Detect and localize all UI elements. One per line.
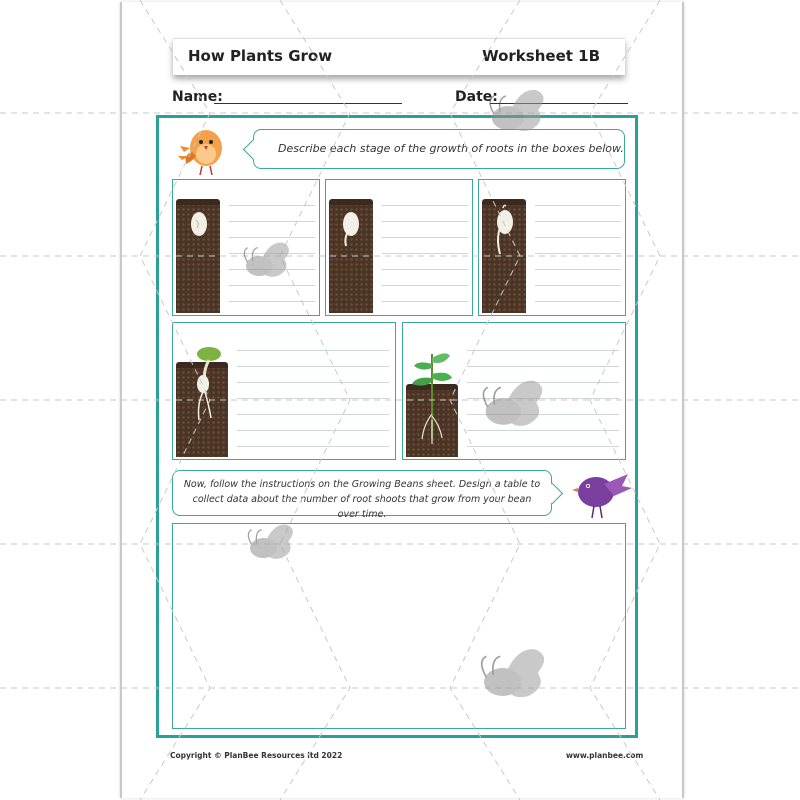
bean-stage-icon xyxy=(494,204,518,259)
writing-lines[interactable] xyxy=(382,190,468,310)
bee-watermark-icon xyxy=(236,236,296,286)
copyright-text: Copyright © PlanBee Resources ltd 2022 xyxy=(170,751,343,760)
page-title: How Plants Grow xyxy=(188,47,333,65)
date-label: Date: xyxy=(455,89,498,105)
plant-stage-icon xyxy=(410,344,454,448)
orange-bird-icon xyxy=(178,120,234,178)
bean-stage-icon xyxy=(340,206,364,251)
bee-watermark-icon xyxy=(472,372,552,438)
table-instruction-bubble: Now, follow the instructions on the Growing Beans sheet. Design a table to collect data about the number of root shoots that grow from your bean over time. xyxy=(172,470,552,516)
name-label: Name: xyxy=(172,89,223,105)
name-field[interactable] xyxy=(214,103,402,104)
roots-instruction-bubble: Describe each stage of the growth of roots in the boxes below. xyxy=(253,129,625,169)
writing-lines[interactable] xyxy=(237,335,389,453)
writing-lines[interactable] xyxy=(535,190,621,310)
bean-stage-icon xyxy=(183,344,225,424)
bee-watermark-icon xyxy=(240,518,300,568)
bee-watermark-icon xyxy=(480,82,552,142)
website-link[interactable]: www.planbee.com xyxy=(566,751,644,760)
purple-bird-icon xyxy=(568,466,634,522)
worksheet-number: Worksheet 1B xyxy=(482,47,600,65)
title-bar xyxy=(173,38,625,75)
bean-stage-icon xyxy=(188,206,212,246)
bee-watermark-icon xyxy=(470,640,554,710)
